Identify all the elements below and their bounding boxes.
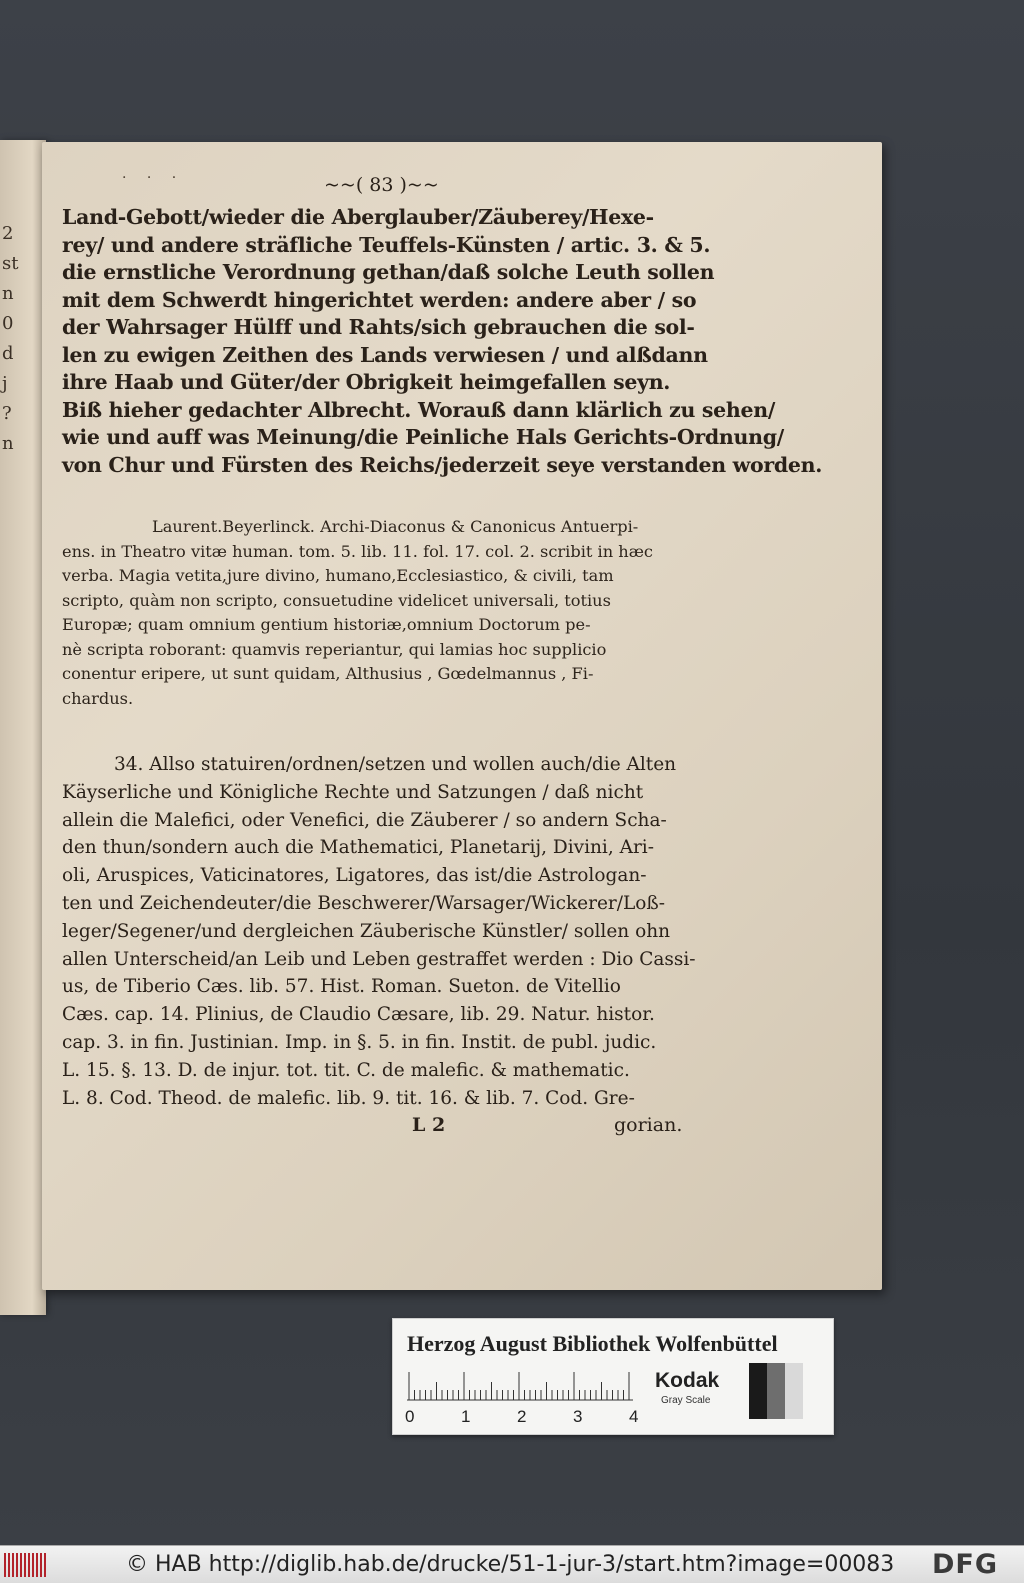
text-line: us, de Tiberio Cæs. lib. 57. Hist. Roman. Sueton. de Vitellio bbox=[62, 976, 621, 998]
kodak-logo: Kodak bbox=[655, 1369, 720, 1392]
gray-swatch bbox=[749, 1363, 767, 1419]
citation-line: scripto, quàm non scripto, consuetudine videlicet universali, totius bbox=[62, 590, 611, 610]
text-line: rey/ und andere sträfliche Teuffels-Künsten / artic. 3. & 5. bbox=[62, 232, 711, 257]
signature-mark: L 2 bbox=[412, 1114, 446, 1137]
text-line: Biß hieher gedachter Albrecht. Worauß dann klärlich zu sehen/ bbox=[62, 397, 776, 422]
ruler-number: 3 bbox=[573, 1407, 583, 1426]
copyright-url[interactable]: © HAB http://diglib.hab.de/drucke/51-1-jur-3/start.htm?image=00083 bbox=[126, 1552, 895, 1577]
previous-page-fragment: n bbox=[2, 283, 14, 304]
text-line: leger/Segener/und dergleichen Zäuberische Künstler/ sollen ohn bbox=[62, 920, 671, 942]
text-line: len zu ewigen Zeithen des Lands verwiesen / und alßdann bbox=[62, 342, 708, 367]
text-line: cap. 3. in fin. Justinian. Imp. in §. 5. in fin. Instit. de publ. judic. bbox=[62, 1031, 657, 1053]
text-line: oli, Aruspices, Vaticinatores, Ligatores, das ist/die Astrologan- bbox=[62, 865, 647, 887]
ruler-number: 4 bbox=[629, 1407, 639, 1426]
book-page bbox=[42, 142, 882, 1290]
barcode-icon bbox=[4, 1553, 48, 1577]
page-number: ~~( 83 )~~ bbox=[324, 174, 439, 196]
previous-page-fragment: d bbox=[2, 343, 14, 364]
text-line: 34. Allso statuiren/ordnen/setzen und wollen auch/die Alten bbox=[114, 754, 677, 775]
text-line: allein die Malefici, oder Venefici, die Zäuberer / so andern Scha- bbox=[62, 809, 667, 831]
catchword: gorian. bbox=[614, 1114, 683, 1137]
text-line: von Chur und Fürsten des Reichs/jederzeit seye verstanden worden. bbox=[62, 452, 823, 477]
page-header bbox=[62, 170, 722, 204]
citation-line: verba. Magia vetita,jure divino, humano,Ecclesiastico, & civili, tam bbox=[62, 566, 614, 585]
fraktur-paragraph bbox=[62, 204, 823, 479]
text-line: allen Unterscheid/an Leib und Leben gestraffet werden : Dio Cassi- bbox=[62, 948, 696, 970]
text-line: Land-Gebott/wieder die Aberglauber/Zäuberey/Hexe- bbox=[62, 205, 654, 229]
ruler-number: 0 bbox=[405, 1407, 415, 1426]
scale-ruler bbox=[407, 1371, 633, 1401]
gray-scale-caption: Gray Scale bbox=[661, 1395, 711, 1406]
citation-line: conentur eripere, ut sunt quidam, Althusius , Gœdelmannus , Fi- bbox=[62, 664, 594, 683]
text-line: den thun/sondern auch die Mathematici, Planetarij, Divini, Ari- bbox=[62, 837, 654, 859]
citation-line: Laurent.Beyerlinck. Archi-Diaconus & Canonicus Antuerpi- bbox=[152, 517, 639, 536]
text-line: Käyserliche und Königliche Rechte und Satzungen / daß nicht bbox=[62, 781, 644, 803]
ink-specks: · · · bbox=[122, 170, 185, 186]
dfg-logo: DFG bbox=[932, 1549, 999, 1580]
previous-page-fragment: 0 bbox=[2, 313, 14, 334]
paragraph-34 bbox=[62, 751, 722, 1112]
ruler-number: 1 bbox=[461, 1407, 471, 1426]
citation-line: ens. in Theatro vitæ human. tom. 5. lib. 11. fol. 17. col. 2. scribit in hæc bbox=[62, 541, 653, 561]
previous-page-fragment: 2 bbox=[2, 223, 14, 244]
viewer-footer bbox=[0, 1545, 1024, 1583]
text-line: Cæs. cap. 14. Plinius, de Claudio Cæsare, lib. 29. Natur. histor. bbox=[62, 1004, 655, 1026]
gray-swatch bbox=[785, 1363, 803, 1419]
text-line: der Wahrsager Hülff und Rahts/sich gebrauchen die sol- bbox=[62, 315, 695, 339]
text-line: L. 8. Cod. Theod. de malefic. lib. 9. tit. 16. & lib. 7. Cod. Gre- bbox=[62, 1087, 635, 1109]
previous-page-fragment: ? bbox=[2, 403, 12, 424]
text-line: L. 15. §. 13. D. de injur. tot. tit. C. de malefic. & mathematic. bbox=[62, 1059, 630, 1081]
text-line: wie und auff was Meinung/die Peinliche Hals Gerichts-Ordnung/ bbox=[62, 425, 784, 449]
citation-line: chardus. bbox=[62, 688, 134, 708]
text-line: mit dem Schwerdt hingerichtet werden: andere aber / so bbox=[62, 287, 697, 312]
text-line: die ernstliche Verordnung gethan/daß solche Leuth sollen bbox=[62, 260, 715, 284]
citation-line: Europæ; quam omnium gentium historiæ,omnium Doctorum pe- bbox=[62, 615, 591, 634]
page-content bbox=[62, 170, 823, 1142]
latin-citation bbox=[62, 515, 722, 711]
page-footer bbox=[62, 1114, 722, 1142]
text-line: ihre Haab und Güter/der Obrigkeit heimgefallen seyn. bbox=[62, 370, 671, 394]
previous-page-fragment: st bbox=[2, 253, 19, 274]
gray-scale-patch bbox=[749, 1363, 803, 1419]
previous-page-edge bbox=[0, 140, 46, 1315]
gray-swatch bbox=[767, 1363, 785, 1419]
library-label-card bbox=[392, 1318, 834, 1435]
previous-page-fragment: n bbox=[2, 433, 14, 454]
ruler-number: 2 bbox=[517, 1407, 527, 1426]
citation-line: nè scripta roborant: quamvis reperiantur, qui lamias hoc supplicio bbox=[62, 639, 607, 659]
previous-page-fragment: j bbox=[2, 373, 8, 394]
library-title: Herzog August Bibliothek Wolfenbüttel bbox=[407, 1331, 778, 1356]
text-line: ten und Zeichendeuter/die Beschwerer/Warsager/Wickerer/Loß- bbox=[62, 892, 666, 914]
